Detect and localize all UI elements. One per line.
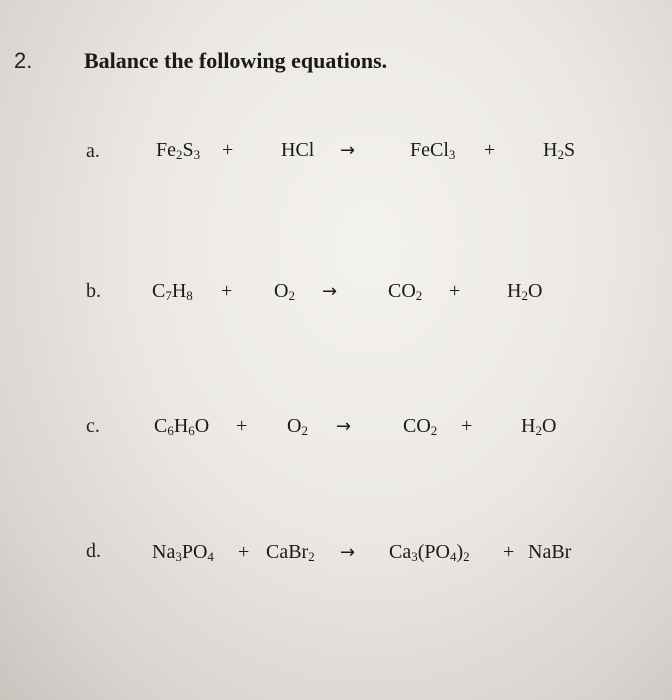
equation-c-arrow: → xyxy=(336,416,352,437)
question-number: 2. xyxy=(14,48,33,73)
equation-d-plus-1: + xyxy=(238,541,250,563)
equation-d-reactant-2: CaBr$_2$ xyxy=(266,541,315,564)
equation-b-reactant-1: $C_7H_8$ xyxy=(152,280,193,303)
question-instruction: Balance the following equations. xyxy=(84,48,388,73)
equation-c-reactant-1: $C_6H_6O$ xyxy=(154,415,210,438)
equation-b-label: b. xyxy=(86,280,101,302)
equation-a-reactant-1: $Fe_2S_3$ xyxy=(156,139,201,162)
equation-c-label: c. xyxy=(86,415,100,437)
equation-d-reactant-1: $Na_3PO_4$ xyxy=(152,541,214,564)
equation-a-product-2: $H_2S$ xyxy=(543,139,576,162)
equation-a-reactant-2: HCl xyxy=(281,139,315,161)
equation-c-reactant-2: $O_2$ xyxy=(287,415,308,438)
equation-c-product-2: $H_2O$ xyxy=(521,415,557,438)
equation-b-plus-2: + xyxy=(449,280,461,302)
equation-d-product-1: $Ca_3(PO_4)_2$ xyxy=(389,541,470,564)
equation-c-product-1: $CO_2$ xyxy=(403,415,438,438)
equation-b-product-1: $CO_2$ xyxy=(388,280,423,303)
equation-a-arrow: → xyxy=(340,140,356,161)
equation-c-plus-1: + xyxy=(236,415,248,437)
equation-d-plus-2: + xyxy=(503,541,515,563)
equation-a-plus-1: + xyxy=(222,139,234,161)
equation-a-label: a. xyxy=(86,140,100,162)
equation-c-plus-2: + xyxy=(461,415,473,437)
equation-d-product-2: NaBr xyxy=(528,541,572,563)
equation-a-product-1: FeCl$_3$ xyxy=(410,139,456,162)
equation-b-arrow: → xyxy=(322,281,338,302)
equation-d-label: d. xyxy=(86,540,101,562)
equation-d-arrow: → xyxy=(340,542,356,563)
equation-b-plus-1: + xyxy=(221,280,233,302)
equation-b-product-2: $H_2O$ xyxy=(507,280,543,303)
equation-b-reactant-2: $O_2$ xyxy=(274,280,295,303)
equation-a-plus-2: + xyxy=(484,139,496,161)
